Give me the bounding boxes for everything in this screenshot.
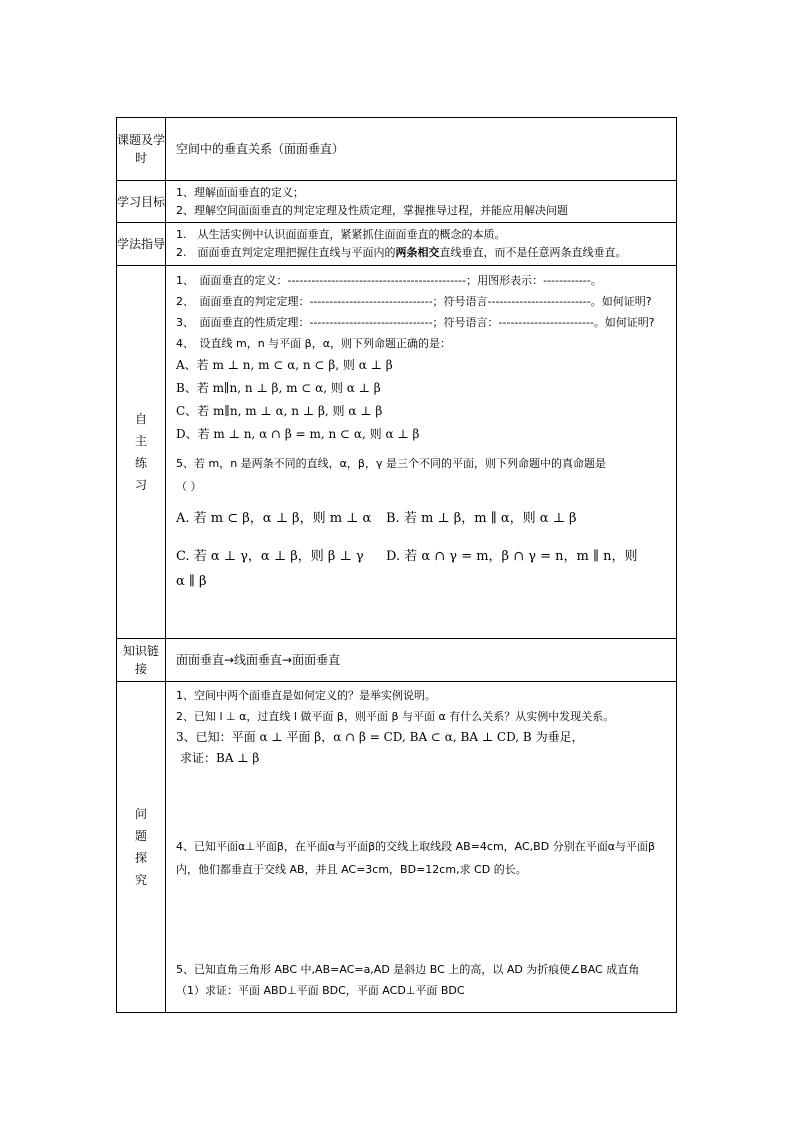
objective-item-2: 2、理解空间面面垂直的判定定理及性质定理，掌握推导过程，并能应用解决问题 [176, 204, 568, 217]
practice-q5-stem: 5、若 m，n 是两条不同的直线，α，β，γ 是三个不同的平面，则下列命题中的真命题是 [176, 457, 606, 470]
practice-label: 自主练习 [117, 266, 166, 639]
explore-cell [166, 682, 677, 1013]
link-cell [166, 639, 677, 682]
explore-q3-given: 3、已知：平面 α ⊥ 平面 β，α ∩ β = CD, BA ⊂ α, BA ⊥ CD, B 为垂足， [176, 730, 584, 744]
guidance-item-1: 1. 从生活实例中认识面面垂直，紧紧抓住面面垂直的概念的本质。 [176, 228, 506, 241]
objective-item-1: 1、理解面面垂直的定义； [176, 186, 304, 199]
explore-label: 问题探究 [117, 682, 166, 1013]
objectives-label: 学习目标 [117, 181, 166, 223]
q4-option-b: B、若 m∥n, n ⊥ β, m ⊂ α, 则 α ⊥ β [176, 381, 381, 395]
guidance-row [117, 223, 677, 266]
q4-option-c: C、若 m∥n, m ⊥ α, n ⊥ β, 则 α ⊥ β [176, 404, 383, 418]
q5-options-cd [176, 545, 668, 569]
guidance-cell [166, 223, 677, 266]
q5-option-a: A. 若 m ⊂ β，α ⊥ β，则 m ⊥ α [176, 511, 372, 526]
link-row [117, 639, 677, 682]
guidance-label: 学法指导 [117, 223, 166, 266]
q5-option-d: D. 若 α ∩ γ = m，β ∩ γ = n，m ∥ n，则 [386, 549, 638, 564]
topic-text: 空间中的垂直关系（面面垂直） [176, 142, 345, 156]
q5-option-b: B. 若 m ⊥ β，m ∥ α，则 α ⊥ β [386, 511, 577, 526]
objectives-cell [166, 181, 677, 223]
q4-option-d: D、若 m ⊥ n, α ∩ β = m, n ⊂ α, 则 α ⊥ β [176, 427, 420, 441]
topic-row [117, 118, 677, 181]
practice-q5-paren: （ ） [176, 480, 202, 493]
topic-label: 课题及学时 [117, 118, 166, 181]
workspace-q4 [176, 881, 668, 959]
link-label: 知识链接 [117, 639, 166, 682]
explore-q2: 2、已知 l ⊥ α，过直线 l 做平面 β，则平面 β 与平面 α 有什么关系？从实例中发现关系。 [176, 710, 615, 723]
practice-cell [166, 266, 677, 639]
practice-q4: 4、 设直线 m，n 与平面 β，α，则下列命题正确的是： [176, 337, 451, 350]
practice-row [117, 266, 677, 639]
topic-cell [166, 118, 677, 181]
explore-q5-part1: （1）求证：平面 ABD⊥平面 BDC，平面 ACD⊥平面 BDC [176, 984, 465, 997]
workspace-q3 [176, 769, 668, 835]
q5-option-d-cont: α ∥ β [176, 574, 207, 589]
guidance-item-2: 2. 面面垂直判定定理把握住直线与平面内的两条相交直线垂直，而不是任意两条直线垂直。 [176, 246, 627, 259]
practice-q3: 3、 面面垂直的性质定理：-------------------------------；符号语言：------------------------。如何证明? [176, 316, 655, 329]
explore-q1: 1、空间中两个面垂直是如何定义的？是举实例说明。 [176, 689, 436, 702]
explore-q4: 4、已知平面α⊥平面β，在平面α与平面β的交线上取线段 AB=4cm，AC,BD 分别在平面α与平面β内，他们都垂直于交线 AB，并且 AC=3cm，BD=12cm,求 CD 的长。 [176, 840, 655, 876]
lesson-plan-table [116, 117, 677, 1013]
q5-options-ab [176, 507, 668, 531]
practice-q1: 1、 面面垂直的定义：---------------------------------------------；用图形表示：------------。 [176, 274, 602, 287]
explore-q3-prove: 求证：BA ⊥ β [180, 751, 260, 765]
explore-row [117, 682, 677, 1013]
objectives-row [117, 181, 677, 223]
q4-option-a: A、若 m ⊥ n, m ⊂ α, n ⊂ β, 则 α ⊥ β [176, 358, 393, 372]
q5-option-c: C. 若 α ⊥ γ，α ⊥ β，则 β ⊥ γ [176, 549, 364, 564]
explore-q5: 5、已知直角三角形 ABC 中,AB=AC=a,AD 是斜边 BC 上的高，以 AD 为折痕使∠BAC 成直角 [176, 963, 640, 976]
link-text: 面面垂直→线面垂直→面面垂直 [176, 653, 341, 667]
practice-q2: 2、 面面垂直的判定定理：-------------------------------；符号语言--------------------------。如何证明? [176, 295, 652, 308]
guidance-emphasis: 两条相交 [395, 246, 440, 259]
